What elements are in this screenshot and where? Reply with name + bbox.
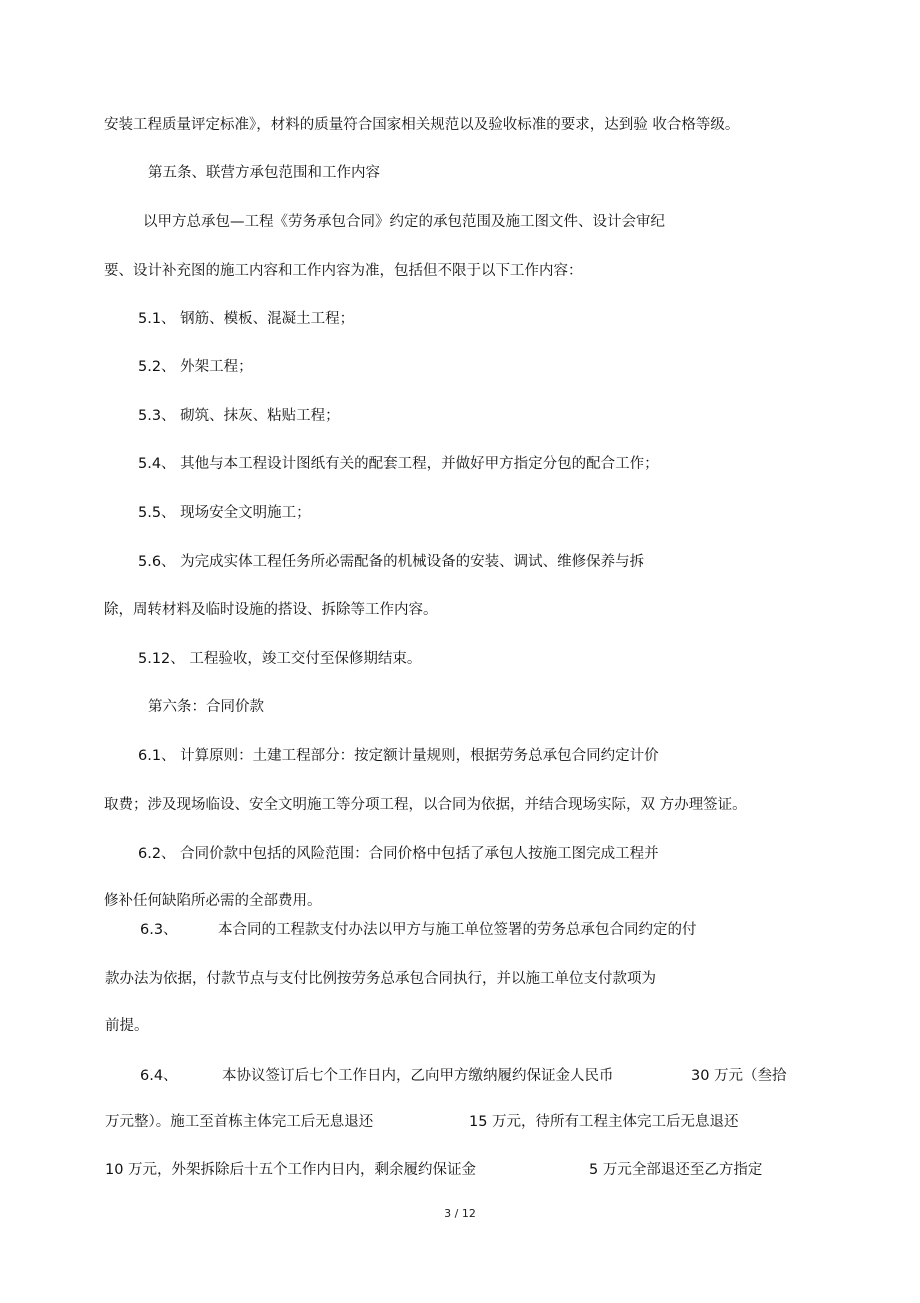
section-heading: 第六条：合同价款 xyxy=(148,699,264,715)
clause-number: 6.3、 xyxy=(140,922,178,938)
clause-item: 5.3、 砌筑、抹灰、粘贴工程； xyxy=(138,408,340,424)
text-line: 10 万元，外架拆除后十五个工作内日内，剩余履约保证金 xyxy=(105,1162,477,1178)
text-line: 15 万元，待所有工程主体完工后无息退还 xyxy=(469,1114,739,1130)
text-line: 修补任何缺陷所必需的全部费用。 xyxy=(104,893,322,909)
clause-item: 5.2、 外架工程； xyxy=(138,359,253,375)
clause-number: 6.4、 xyxy=(140,1068,178,1084)
clause-item: 5.4、 其他与本工程设计图纸有关的配套工程，并做好甲方指定分包的配合工作； xyxy=(138,456,659,472)
text-line: 要、设计补充图的施工内容和工作内容为准，包括但不限于以下工作内容： xyxy=(104,263,583,279)
text-line: 除，周转材料及临时设施的搭设、拆除等工作内容。 xyxy=(104,602,438,618)
clause-item: 5.12、 工程验收，竣工交付至保修期结束。 xyxy=(138,651,422,667)
text-line: 本协议签订后七个工作日内，乙向甲方缴纳履约保证金人民币 xyxy=(222,1068,614,1084)
text-line: 前提。 xyxy=(105,1018,149,1034)
clause-item: 5.5、 现场安全文明施工； xyxy=(138,505,311,521)
text-line: 安装工程质量评定标准》，材料的质量符合国家相关规范以及验收标准的要求，达到验 收合格等级。 xyxy=(104,117,740,133)
text-line: 款办法为依据，付款节点与支付比例按劳务总承包合同执行，并以施工单位支付款项为 xyxy=(105,971,656,987)
clause-item: 5.6、 为完成实体工程任务所必需配备的机械设备的安装、调试、维修保养与拆 xyxy=(138,554,645,570)
text-line: 本合同的工程款支付办法以甲方与施工单位签署的劳务总承包合同约定的付 xyxy=(218,922,697,938)
text-line: 30 万元（叁拾 xyxy=(691,1068,787,1084)
clause-item: 5.1、 钢筋、模板、混凝土工程； xyxy=(138,311,355,327)
clause-item: 6.2、 合同价款中包括的风险范围：合同价格中包括了承包人按施工图完成工程并 xyxy=(138,846,659,862)
text-line: 取费；涉及现场临设、安全文明施工等分项工程，以合同为依据，并结合现场实际，双 方办理签证。 xyxy=(104,797,747,813)
text-line: 万元整）。施工至首栋主体完工后无息退还 xyxy=(105,1114,374,1130)
text-line: 5 万元全部退还至乙方指定 xyxy=(589,1162,763,1178)
section-heading: 第五条、联营方承包范围和工作内容 xyxy=(148,165,380,181)
page-number: 3 / 12 xyxy=(444,1207,476,1220)
text-line: 以甲方总承包—工程《劳务承包合同》约定的承包范围及施工图文件、设计会审纪 xyxy=(143,214,665,230)
clause-item: 6.1、 计算原则：土建工程部分：按定额计量规则，根据劳务总承包合同约定计价 xyxy=(138,748,659,764)
